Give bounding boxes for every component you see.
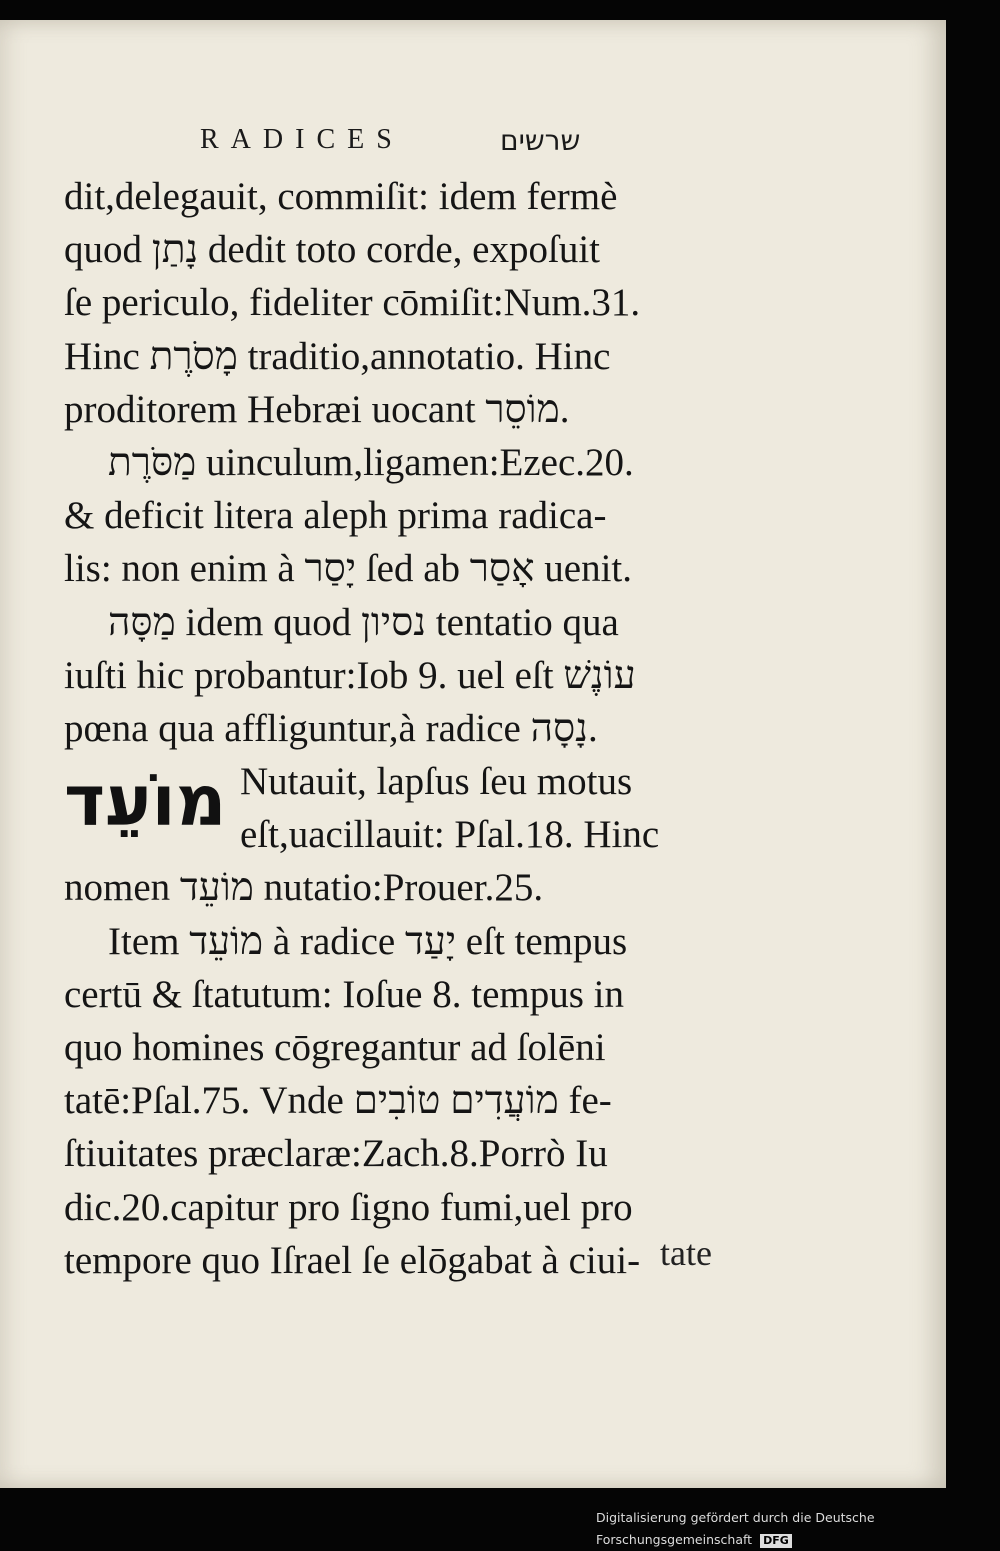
- dfg-logo: DFG: [760, 1534, 792, 1548]
- text-line: ſe periculo, fideliter cōmiſit:Num.31.: [64, 281, 641, 325]
- text-line: Nutauit, lapſus ſeu motus: [240, 760, 633, 804]
- page-body: [64, 170, 744, 1287]
- text-line: dit,delegauit, commiſit: idem fermè: [64, 175, 618, 218]
- headword-initial: מוֹעֵד: [64, 760, 227, 843]
- text-line: tatē:Pſal.75. Vnde מוֹעֲדִים טוֹבִים fe-: [64, 1079, 612, 1123]
- catchword: tate: [660, 1233, 712, 1273]
- text-line: Hinc מָסֹרֶת traditio,annotatio. Hinc: [64, 334, 611, 378]
- text-line: ſtiuitates præclaræ:Zach.8.Porrò Iu: [64, 1132, 608, 1176]
- text-line: & deficit litera aleph prima radica-: [64, 494, 607, 538]
- text-line: quod נָתַן dedit toto corde, expoſuit: [64, 228, 600, 272]
- text-line: מַסֹּרֶת uinculum,ligamen:Ezec.20.: [108, 440, 634, 484]
- entry-text: [240, 755, 740, 861]
- text-line: lis: non enim à יָסַר ſed ab אָסַר uenit.: [64, 547, 633, 591]
- entry-block: [64, 755, 744, 861]
- funding-footer: [596, 1507, 1000, 1547]
- text-line: certū & ſtatutum: Ioſue 8. tempus in: [64, 972, 624, 1016]
- header-latin: RADICES: [200, 124, 404, 155]
- header-hebrew: שרשים: [500, 124, 581, 157]
- text-line: iuſti hic probantur:Iob 9. uel eſt עוֹנֶשׁ: [64, 653, 636, 697]
- text-line: quo homines cōgregantur ad ſolēni: [64, 1026, 606, 1070]
- footer-text: Digitalisierung gefördert durch die Deutsche Forschungsgemeinschaft: [596, 1510, 875, 1547]
- text-line: tempore quo Iſrael ſe elōgabat à ciui-: [64, 1238, 641, 1282]
- running-header: [0, 124, 946, 164]
- text-line: מַסָּה idem quod נסיון tentatio qua: [108, 600, 619, 644]
- text-line: eſt,uacillauit: Pſal.18. Hinc: [240, 813, 660, 857]
- text-line: nomen מוֹעֵד nutatio:Prouer.25.: [64, 866, 544, 910]
- text-line: Item מוֹעֵד à radice יָעַד eſt tempus: [108, 919, 628, 963]
- text-line: pœna qua affliguntur,à radice נָסָה.: [64, 706, 598, 750]
- text-line: dic.20.capitur pro ſigno fumi,uel pro: [64, 1185, 633, 1229]
- text-line: proditorem Hebræi uocant מוֹסֵר.: [64, 387, 570, 431]
